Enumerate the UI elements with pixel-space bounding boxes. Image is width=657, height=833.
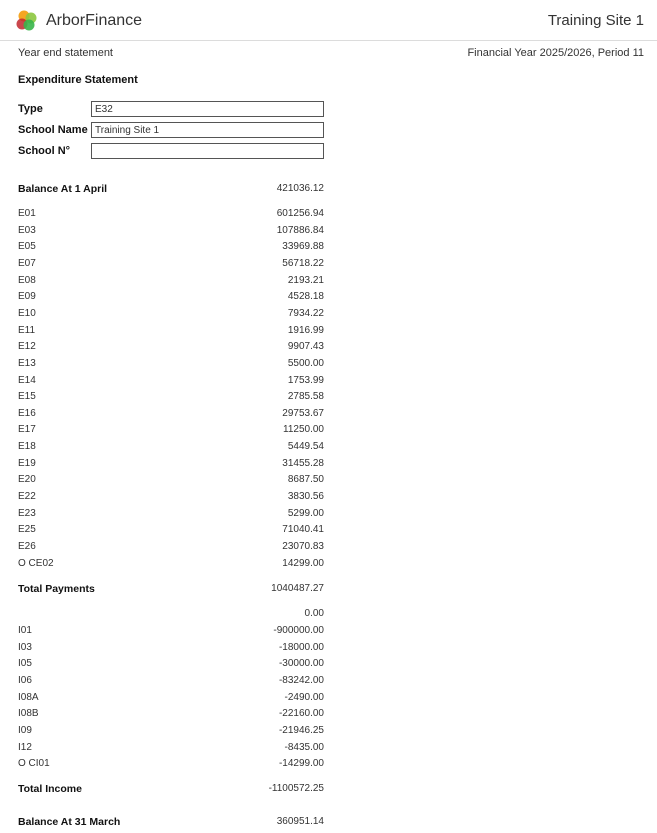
type-label: Type bbox=[18, 103, 43, 115]
balance-end-value: 360951.14 bbox=[276, 816, 324, 827]
line-value: 3830.56 bbox=[287, 491, 324, 503]
line-value: 33969.88 bbox=[282, 241, 324, 253]
line-code: O CE02 bbox=[18, 557, 54, 569]
line-value: 4528.18 bbox=[287, 291, 324, 303]
total-income-label: Total Income bbox=[18, 783, 82, 795]
line-code: E01 bbox=[18, 208, 36, 219]
statement-line bbox=[18, 725, 324, 741]
total-payments-label: Total Payments bbox=[18, 583, 95, 595]
statement-line bbox=[18, 558, 324, 574]
statement-line bbox=[18, 408, 324, 424]
app-header bbox=[0, 0, 657, 41]
income-blank-value: 0.00 bbox=[304, 608, 324, 619]
line-code: E20 bbox=[18, 474, 36, 486]
statement-line bbox=[18, 508, 324, 524]
type-row bbox=[18, 101, 338, 119]
line-value: 31455.28 bbox=[282, 457, 324, 469]
line-code: I08A bbox=[18, 691, 39, 703]
statement-line bbox=[18, 241, 324, 257]
line-code: E23 bbox=[18, 507, 36, 519]
line-code: E05 bbox=[18, 241, 36, 253]
line-code: I05 bbox=[18, 658, 32, 670]
line-value: -83242.00 bbox=[278, 674, 324, 686]
line-value: 7934.22 bbox=[287, 307, 324, 319]
school-number-row bbox=[18, 143, 338, 161]
line-value: 9907.43 bbox=[287, 341, 324, 353]
line-value: 107886.84 bbox=[276, 224, 324, 236]
school-name-field[interactable] bbox=[91, 122, 324, 138]
line-code: I01 bbox=[18, 625, 32, 636]
statement-line bbox=[18, 642, 324, 658]
financial-period-label: Financial Year 2025/2026, Period 11 bbox=[467, 47, 644, 59]
statement-line bbox=[18, 391, 324, 407]
line-code: E15 bbox=[18, 391, 36, 403]
school-name-row bbox=[18, 122, 338, 140]
statement-line bbox=[18, 692, 324, 708]
line-code: E11 bbox=[18, 324, 36, 336]
brand-name: ArborFinance bbox=[46, 12, 143, 29]
line-code: E10 bbox=[18, 307, 36, 319]
line-value: 5500.00 bbox=[287, 357, 324, 369]
statement-line bbox=[18, 458, 324, 474]
arbor-logo-icon bbox=[14, 9, 42, 33]
line-code: O CI01 bbox=[18, 758, 50, 770]
balance-start-label: Balance At 1 April bbox=[18, 183, 108, 195]
statement-line bbox=[18, 524, 324, 540]
line-value: 1753.99 bbox=[287, 374, 324, 386]
line-value: -18000.00 bbox=[278, 641, 324, 653]
line-code: E26 bbox=[18, 541, 36, 552]
line-code: E25 bbox=[18, 524, 36, 536]
statement-type-label: Year end statement bbox=[18, 47, 113, 59]
line-value: 23070.83 bbox=[282, 541, 324, 552]
line-code: E12 bbox=[18, 341, 36, 353]
line-value: -900000.00 bbox=[273, 625, 324, 636]
line-value: 5449.54 bbox=[287, 441, 324, 453]
line-value: 2193.21 bbox=[287, 274, 324, 286]
line-code: E17 bbox=[18, 424, 36, 436]
statement-line bbox=[18, 341, 324, 357]
total-payments-row bbox=[18, 583, 324, 599]
line-value: -30000.00 bbox=[278, 658, 324, 670]
statement-line bbox=[18, 258, 324, 274]
line-value: 2785.58 bbox=[287, 391, 324, 403]
school-number-label: School N° bbox=[18, 145, 71, 157]
line-code: E19 bbox=[18, 457, 36, 469]
statement-line bbox=[18, 275, 324, 291]
line-value: -22160.00 bbox=[278, 708, 324, 720]
statement-line bbox=[18, 625, 324, 641]
line-value: -8435.00 bbox=[284, 741, 324, 753]
statement-line bbox=[18, 225, 324, 241]
line-code: E09 bbox=[18, 291, 36, 303]
income-blank-row bbox=[18, 608, 324, 624]
statement-line bbox=[18, 675, 324, 691]
line-code: E22 bbox=[18, 491, 36, 503]
type-field[interactable] bbox=[91, 101, 324, 117]
statement-line bbox=[18, 424, 324, 440]
line-code: E16 bbox=[18, 407, 36, 419]
line-code: E18 bbox=[18, 441, 36, 453]
statement-line bbox=[18, 474, 324, 490]
statement-line bbox=[18, 708, 324, 724]
statement-line bbox=[18, 208, 324, 224]
line-value: 56718.22 bbox=[282, 257, 324, 269]
school-number-field[interactable] bbox=[91, 143, 324, 159]
line-code: I09 bbox=[18, 724, 32, 736]
line-code: E14 bbox=[18, 374, 36, 386]
section-title: Expenditure Statement bbox=[18, 74, 138, 86]
line-code: I08B bbox=[18, 708, 39, 720]
line-value: 8687.50 bbox=[287, 474, 324, 486]
line-value: -2490.00 bbox=[284, 691, 324, 703]
school-name-label: School Name bbox=[18, 124, 88, 136]
total-income-row bbox=[18, 783, 324, 799]
line-value: 29753.67 bbox=[282, 407, 324, 419]
statement-line bbox=[18, 541, 324, 557]
line-code: E13 bbox=[18, 357, 36, 369]
line-code: I12 bbox=[18, 741, 32, 753]
statement-line bbox=[18, 358, 324, 374]
statement-line bbox=[18, 308, 324, 324]
line-code: I06 bbox=[18, 674, 32, 686]
statement-line bbox=[18, 375, 324, 391]
line-value: 1916.99 bbox=[287, 324, 324, 336]
line-value: 14299.00 bbox=[282, 557, 324, 569]
line-value: 11250.00 bbox=[283, 424, 324, 436]
line-code: I03 bbox=[18, 641, 32, 653]
statement-line bbox=[18, 742, 324, 758]
line-code: E08 bbox=[18, 274, 36, 286]
line-value: -21946.25 bbox=[278, 724, 324, 736]
line-code: E03 bbox=[18, 224, 36, 236]
statement-line bbox=[18, 325, 324, 341]
total-payments-value: 1040487.27 bbox=[271, 583, 324, 594]
line-value: 601256.94 bbox=[276, 208, 324, 219]
line-code: E07 bbox=[18, 257, 36, 269]
statement-line bbox=[18, 758, 324, 774]
line-value: 5299.00 bbox=[287, 507, 324, 519]
line-value: 71040.41 bbox=[282, 524, 324, 536]
total-income-value: -1100572.25 bbox=[268, 783, 324, 794]
balance-end-label: Balance At 31 March bbox=[18, 816, 121, 828]
balance-start-value: 421036.12 bbox=[276, 183, 324, 194]
statement-line bbox=[18, 658, 324, 674]
statement-line bbox=[18, 491, 324, 507]
balance-start-row bbox=[18, 183, 324, 199]
balance-end-row bbox=[18, 816, 324, 832]
statement-line bbox=[18, 441, 324, 457]
line-value: -14299.00 bbox=[278, 758, 324, 770]
statement-line bbox=[18, 291, 324, 307]
site-title: Training Site 1 bbox=[547, 12, 644, 29]
